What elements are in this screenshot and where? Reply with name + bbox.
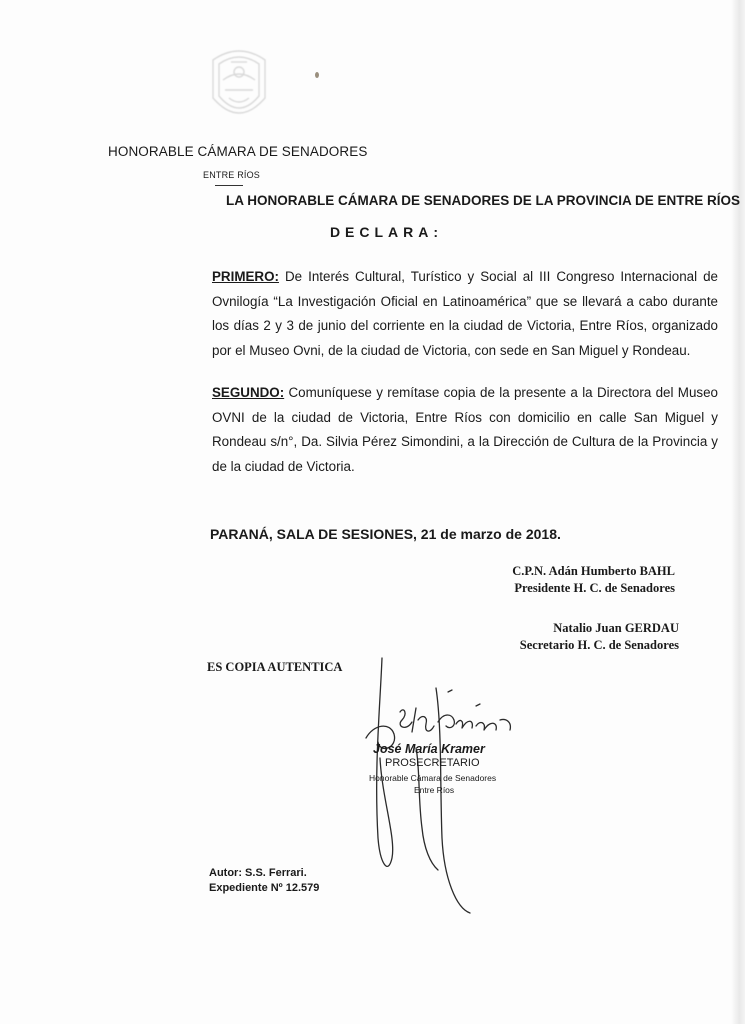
stamp-province: Entre Ríos [414,785,455,795]
embossed-seal-icon [203,40,275,130]
president-name: C.P.N. Adán Humberto BAHL [512,564,675,578]
stamp-institution: Honorable Cámara de Senadores [369,773,497,783]
paper-speck [315,72,319,78]
secretary-title: Secretario H. C. de Senadores [519,638,679,652]
header-divider [215,185,243,186]
article-primero [212,265,718,363]
declara-title: DECLARA: [329,224,444,240]
footer-block [209,866,319,896]
article-label: SEGUNDO: [212,385,285,400]
place-date: PARANÁ, SALA DE SESIONES, 21 de marzo de 2018. [210,526,561,542]
province-header: ENTRE RÍOS [203,170,261,180]
article-text: De Interés Cultural, Turístico y Social al III Congreso Internacional de Ovnilogía “La Investigación Oficial en Latinoamérica” que se llevará a cabo durante los días 2 y 3 de junio del corriente en la ciudad de Victoria, Entre Ríos, organizado por el Museo Ovni, de la ciudad de Victoria, con sede en San Miguel y Rondeau. [212,269,718,358]
article-text: Comuníquese y remítase copia de la presente a la Directora del Museo OVNI de la ciudad de Victoria, Entre Ríos con domicilio en calle San Miguel y Rondeau s/n°, Da. Silvia Pérez Simondini, a la Dirección de Cultura de la Provincia y de la ciudad de Victoria. [212,385,718,474]
president-title: Presidente H. C. de Senadores [514,581,675,595]
article-label: PRIMERO: [212,269,279,284]
president-block [512,563,675,597]
copy-note: ES COPIA AUTENTICA [207,660,343,674]
stamp-title: PROSECRETARIO [385,757,480,769]
article-segundo [212,381,718,479]
page-edge-shadow [731,0,745,1024]
chamber-header: HONORABLE CÁMARA DE SENADORES [108,144,368,159]
stamp-name: José María Kramer [373,742,485,756]
document-heading: LA HONORABLE CÁMARA DE SENADORES DE LA PROVINCIA DE ENTRE RÍOS [226,193,741,208]
file-number: Expediente Nº 12.579 [209,882,320,894]
secretary-name: Natalio Juan GERDAU [553,621,679,635]
author-line: Autor: S.S. Ferrari. [209,867,307,879]
secretary-block [520,620,679,654]
